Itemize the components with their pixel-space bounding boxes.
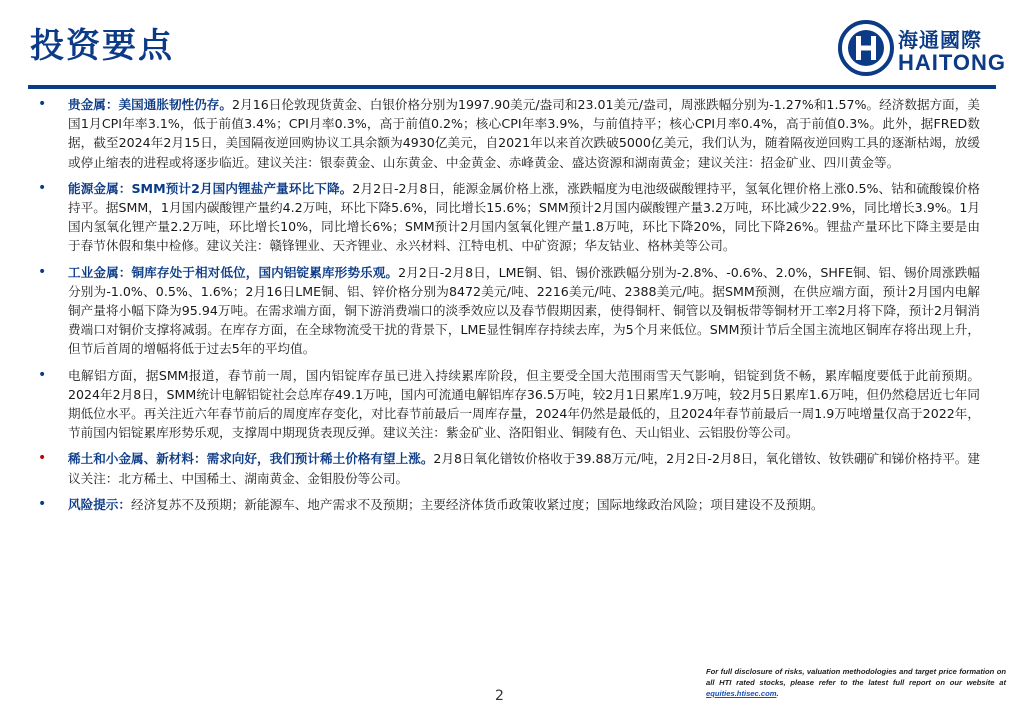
bullet-icon: •: [38, 179, 47, 196]
item-lead: 贵金属：美国通胀韧性仍存。: [68, 97, 233, 112]
list-item-aluminium: [38, 366, 980, 443]
bullet-icon: •: [38, 450, 47, 467]
logo-chinese-name: 海通國際: [898, 28, 982, 52]
list-item-rare-earths: [38, 449, 981, 487]
disclosure-note: [706, 666, 1006, 699]
item-text: 2月2日-2月8日，LME铜、铝、锡价涨跌幅分别为-2.8%、-0.6%、2.0%，SHFE铜、铝、锡价周涨跌幅分别为-1.0%、0.5%、1.6%；2月16日LME铜、铝、锌价格分别为8472美元/吨、2216美元/吨、2388美元/吨。据SMM预测，在供应端方面，预计2月国内电解铜产量将小幅下降为95.94万吨。在需求端方面，铜下游消费端口的淡季效应以及春节假期因素，使得铜杆、铜管以及铜板带等铜材开工率2月将下降，预计2月铜消费端口对铜价支撑将减弱。在库存方面，在全球物流受干扰的背景下，LME显性铜库存持续去库，为5个月来低位。SMM预计节后全国主流地区铜库存将出现上升，但节后首周的增幅将低于过去5年的平均值。: [68, 264, 981, 357]
bullet-icon: •: [38, 366, 47, 383]
item-lead: 风险提示：: [68, 496, 131, 512]
disclosure-text: For full disclosure of risks, valuation methodologies and target price formation on all HTI rated stocks, please refer to the latest full report on our website at: [706, 667, 1006, 687]
list-item-energy-metals: [38, 179, 980, 256]
disclosure-end: .: [776, 689, 779, 698]
list-item-precious-metals: [38, 95, 981, 172]
page-number: 2: [495, 688, 504, 704]
page-title: 投资要点: [30, 26, 174, 66]
list-item-risk-warning: [38, 495, 980, 514]
investment-highlights: [38, 95, 981, 521]
item-text: 2月16日伦敦现货黄金、白银价格分别为1997.90美元/盎司和23.01美元/盎司，周涨跌幅分别为-1.27%和1.57%。经济数据方面，美国1月CPI年率3.1%，低于前值3.4%；CPI月率0.3%，高于前值0.2%；核心CPI年率3.9%，与前值持平；核心CPI月率0.4%，高于前值0.3%。此外，据FRED数据，截至2024年2月15日，美国隔夜逆回购协议工具余额为4930亿美元，自2021年以来首次跌破5000亿美元，我们认为，随着隔夜逆回购工具的逐渐枯竭，放缓或停止缩表的进程或将逐步临近。建议关注：银泰黄金、山东黄金、中金黄金、赤峰黄金、盛达资源和湖南黄金；建议关注：招金矿业、四川黄金等。: [68, 97, 981, 170]
item-text: 2月2日-2月8日，能源金属价格上涨，涨跌幅度为电池级碳酸锂持平，氢氧化锂价格上涨0.5%、钴和硫酸镍价格持平。据SMM，1月国内碳酸锂产量约4.2万吨，环比下降5.6%，同比增长15.6%；SMM预计2月国内碳酸锂产量3.2万吨，环比减少22.9%，同比增长3.9%。1月国内氢氧化锂产量2.2万吨，环比增长10%，同比增长6%；SMM预计2月国内氢氧化锂产量1.8万吨，环比下降20%，同比下降26%。锂盐产量环比下降主要是由于春节休假和集中检修。建议关注：赣锋锂业、天齐锂业、永兴材料、江特电机、中矿资源；华友钴业、格林美等公司。: [68, 180, 980, 254]
item-text: 2月8日氧化镨钕价格收于39.88万元/吨，2月2日-2月8日，氧化镨钕、钕铁硼矿和锑价格持平。建议关注：北方稀土、中国稀土、湖南黄金、金钼股份等公司。: [68, 451, 981, 486]
website-link[interactable]: equities.htisec.com: [706, 689, 777, 698]
list-item-industrial-metals: [38, 263, 981, 359]
haitong-logo: [838, 20, 1008, 80]
item-text: 经济复苏不及预期；新能源车、地产需求不及预期；主要经济体货币政策收紧过度；国际地缘政治风险；项目建设不及预期。: [130, 496, 824, 512]
bullet-icon: •: [38, 96, 47, 112]
header-divider: [28, 85, 996, 89]
haitong-logo-mark-icon: [838, 20, 894, 76]
item-lead: 能源金属：SMM预计2月国内锂盐产量环比下降。: [68, 180, 353, 196]
bullet-icon: •: [38, 263, 47, 280]
item-lead: 工业金属：铜库存处于相对低位，国内铝锭累库形势乐观。: [68, 264, 399, 280]
item-text: 电解铝方面，据SMM报道，春节前一周，国内铝锭库存虽已进入持续累库阶段，但主要受全国大范围雨雪天气影响，铝锭到货不畅，累库幅度要低于此前预期。2024年2月8日，SMM统计电解铝锭社会总库存49.1万吨，国内可流通电解铝库存36.5万吨，较2月1日累库1.9万吨，较2月5日累库1.6万吨，但仍然稳居近七年同期低位水平。再关注近六年春节前后的周度库存变化，对比春节前最后一周库存量，2024年仍然是最低的，且2024年春节前最后一周1.9万吨增量仅高于2022年，节前国内铝锭累库形势乐观，支撑周中期现货表现反弹。建议关注：紫金矿业、洛阳钼业、铜陵有色、天山铝业、云铝股份等公司。: [68, 367, 980, 441]
bullet-icon: •: [38, 495, 47, 512]
logo-english-name: HAITONG: [898, 50, 1007, 75]
item-lead: 稀土和小金属、新材料：需求向好，我们预计稀土价格有望上涨。: [68, 451, 434, 467]
